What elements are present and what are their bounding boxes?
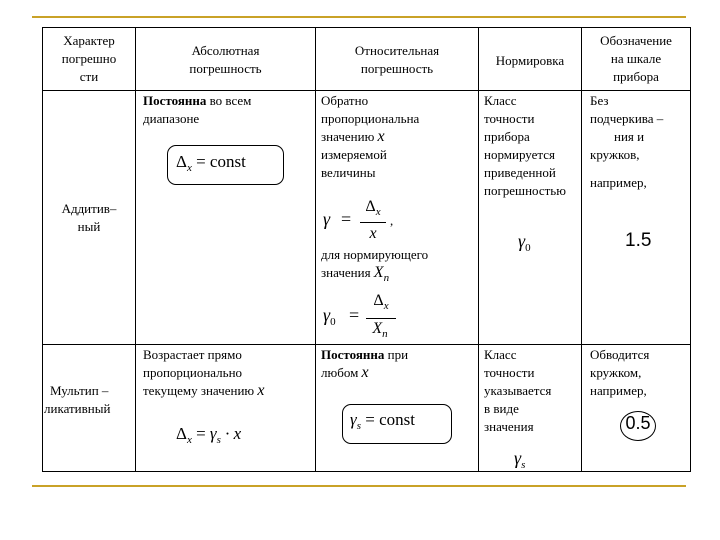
additive-relative-fraction-bar — [360, 222, 386, 223]
multiplicative-absolute-formula: $\Delta_x = \gamma_s \cdot x$ — [176, 424, 242, 446]
additive-absolute-text: Постоянна во всем диапазоне — [143, 93, 252, 126]
additive-relative-denominator2: $X_n$ — [372, 320, 388, 340]
header-relative: Относительная погрешность — [354, 43, 440, 76]
header-normalization: Нормировка — [495, 53, 565, 68]
header-absolute: Абсолютная погрешность — [189, 43, 262, 76]
additive-relative-gamma: γ — [323, 209, 331, 229]
multiplicative-scale-example: 0.5 — [625, 413, 651, 433]
additive-relative-comma: , — [390, 213, 394, 228]
additive-relative-eq: = — [341, 209, 352, 229]
additive-scale-example: 1.5 — [625, 230, 652, 251]
top-rule — [32, 16, 686, 18]
additive-relative-text: Обратно пропорциональна значению x измеряемой величины — [321, 93, 420, 180]
multiplicative-norm-symbol: $\gamma_s$ — [514, 448, 526, 471]
additive-relative-gamma0: $\gamma_0$ — [323, 305, 336, 328]
additive-absolute-formula: $\Delta_x$ = const — [176, 152, 246, 174]
bottom-rule — [32, 485, 686, 487]
additive-scale-text: Без подчеркива – ния и кружков, например, — [590, 93, 664, 190]
additive-norm-text: Класс точности прибора нормируется приведенной погрешностью — [484, 93, 566, 198]
additive-relative-fraction-bar2 — [366, 318, 396, 319]
multiplicative-norm-text: Класс точности указывается в виде значения — [484, 347, 552, 434]
additive-relative-eq2: = — [349, 305, 360, 325]
additive-relative-denominator: x — [369, 225, 377, 242]
multiplicative-relative-text: Постоянна при любом x — [321, 347, 409, 381]
additive-relative-numerator2: $\Delta_x$ — [373, 292, 389, 312]
row-label-multiplicative: Мультип – ликативный — [44, 383, 111, 416]
additive-norm-symbol: $\gamma_0$ — [518, 231, 531, 254]
header-scale-marking: Обозначение на шкале прибора — [600, 33, 672, 84]
additive-relative-norm-text: для нормирующего значения $X_n$ — [321, 247, 429, 284]
multiplicative-scale-text: Обводится кружком, например, — [590, 347, 650, 398]
header-character: Характер погрешно сти — [61, 33, 117, 84]
row-label-additive: Аддитив– ный — [61, 201, 117, 234]
multiplicative-absolute-text: Возрастает прямо пропорционально текущему значению x — [143, 347, 265, 399]
additive-relative-numerator: $\Delta_x$ — [365, 198, 381, 218]
multiplicative-relative-formula: $\gamma_s$ = const — [350, 410, 415, 432]
